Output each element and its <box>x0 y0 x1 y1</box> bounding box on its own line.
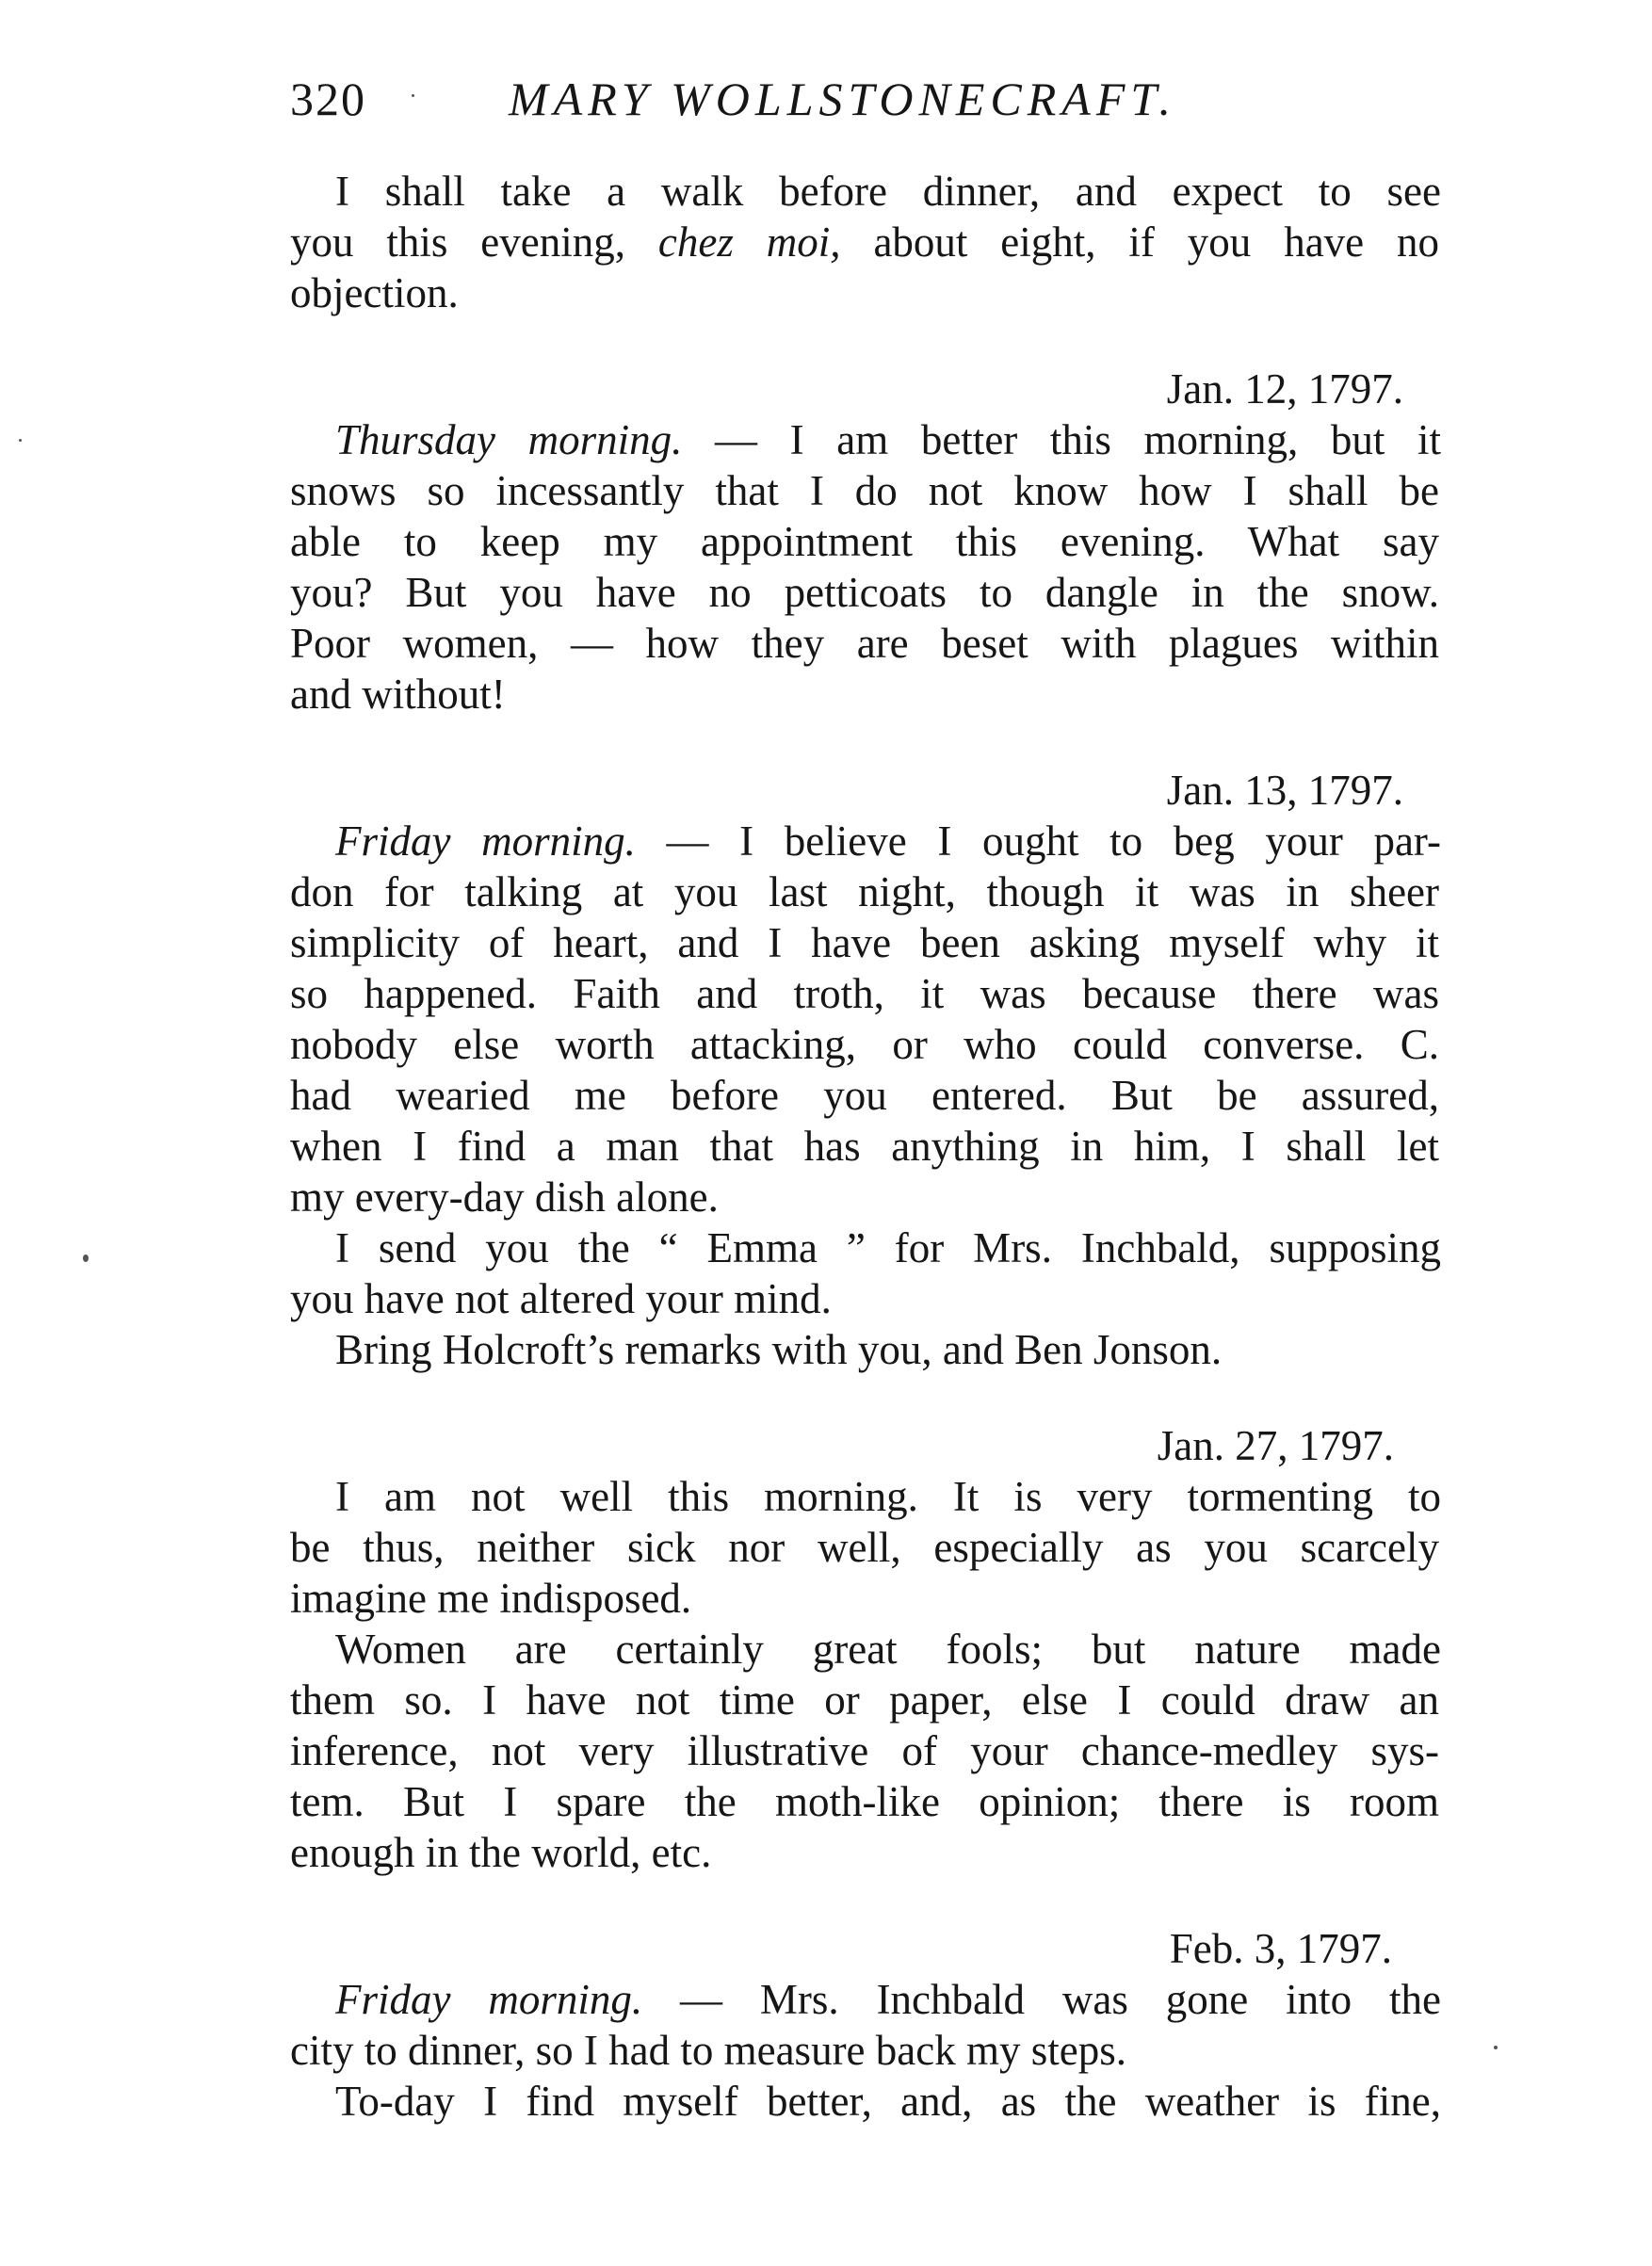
text-line: Women are certainly great fools; but nature made <box>335 1626 1441 1673</box>
text-line: don for talking at you last night, though it was in sheer <box>290 868 1439 915</box>
text-line: you have not altered your mind. <box>290 1275 832 1322</box>
paper-speck <box>83 1254 89 1262</box>
date-line: Jan. 27, 1797. <box>1157 1422 1394 1469</box>
text-line: I send you the “ Emma ” for Mrs. Inchbald, supposing <box>335 1224 1441 1271</box>
date-line: Jan. 13, 1797. <box>1166 767 1403 814</box>
running-header <box>290 66 1458 132</box>
italic-phrase: chez moi, <box>657 219 841 266</box>
page-number: 320 <box>290 73 366 125</box>
text-line: and without! <box>290 671 506 718</box>
text-line: you this evening, chez moi, about eight, if you have no <box>290 219 1440 266</box>
date-line: Feb. 3, 1797. <box>1169 1925 1392 1972</box>
text-line: I am not well this morning. It is very tormenting to <box>335 1473 1441 1520</box>
date-line: Jan. 12, 1797. <box>1166 365 1403 413</box>
text-line: city to dinner, so I had to measure back my steps. <box>290 2027 1126 2074</box>
paper-speck <box>19 439 22 442</box>
text-line: Friday morning. — I believe I ought to beg your par- <box>335 817 1441 865</box>
italic-phrase: Thursday morning. <box>335 416 683 463</box>
text-line: my every-day dish alone. <box>290 1173 719 1221</box>
text-line: able to keep my appointment this evening. What say <box>290 518 1439 565</box>
running-title: MARY WOLLSTONECRAFT. <box>509 73 1176 125</box>
text-line: I shall take a walk before dinner, and expect to see <box>335 168 1441 215</box>
text-line: had wearied me before you entered. But be assured, <box>290 1072 1439 1119</box>
paper-speck <box>412 94 414 97</box>
text-line: Friday morning. — Mrs. Inchbald was gone into the <box>335 1976 1441 2023</box>
text-line: enough in the world, etc. <box>290 1829 712 1876</box>
text-line: you? But you have no petticoats to dangle in the snow. <box>290 569 1439 616</box>
text-line: To-day I find myself better, and, as the weather is fine, <box>335 2078 1441 2125</box>
text-line: imagine me indisposed. <box>290 1575 692 1622</box>
text-line: Poor women, — how they are beset with plagues within <box>290 620 1439 667</box>
italic-phrase: Friday morning. <box>335 1976 643 2023</box>
text-line: snows so incessantly that I do not know how I shall be <box>290 467 1439 514</box>
paper-speck <box>1494 2046 1498 2049</box>
italic-phrase: Friday morning. <box>335 817 636 865</box>
text-line: Thursday morning. — I am better this morning, but it <box>335 416 1441 463</box>
text-line: be thus, neither sick nor well, especially as you scarcely <box>290 1524 1439 1571</box>
text-line: objection. <box>290 269 459 316</box>
text-line: tem. But I spare the moth-like opinion; there is room <box>290 1778 1439 1825</box>
text-line: Bring Holcroft’s remarks with you, and Ben Jonson. <box>335 1326 1223 1373</box>
text-line: them so. I have not time or paper, else I could draw an <box>290 1676 1439 1724</box>
text-line: nobody else worth attacking, or who could converse. C. <box>290 1021 1439 1068</box>
text-line: when I find a man that has anything in him, I shall let <box>290 1123 1439 1170</box>
text-line: so happened. Faith and troth, it was because there was <box>290 970 1439 1017</box>
text-line: inference, not very illustrative of your chance-medley sys- <box>290 1727 1439 1774</box>
text-line: simplicity of heart, and I have been asking myself why it <box>290 919 1439 966</box>
